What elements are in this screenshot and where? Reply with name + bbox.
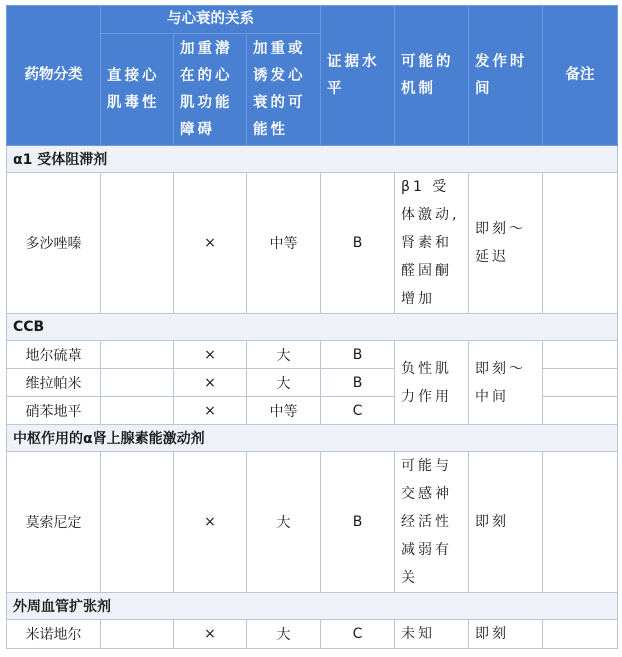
section-row — [7, 146, 618, 173]
evidence-cell: B — [321, 173, 395, 314]
drug-name: 维拉帕米 — [7, 369, 101, 397]
likelihood-cell: 大 — [247, 341, 321, 369]
direct-cardiotoxicity-cell — [101, 369, 174, 397]
latent-dysfunction-cell: × — [174, 452, 247, 593]
section-row — [7, 314, 618, 341]
header-onset-time: 发作时间 — [469, 6, 543, 146]
direct-cardiotoxicity-cell — [101, 452, 174, 593]
header-aggravate-latent: 加重潜在的心肌功能障碍 — [174, 34, 247, 146]
remark-cell — [543, 369, 618, 397]
onset-cell: 即刻 — [469, 620, 543, 649]
remark-cell — [543, 341, 618, 369]
header-heart-failure-relation: 与心衰的关系 — [101, 6, 321, 34]
remark-cell — [543, 173, 618, 314]
drug-name: 硝苯地平 — [7, 397, 101, 425]
remark-cell — [543, 397, 618, 425]
mechanism-cell: 未知 — [395, 620, 469, 649]
onset-cell: 即刻 — [469, 452, 543, 593]
section-title: CCB — [7, 314, 618, 341]
drug-name: 多沙唑嗪 — [7, 173, 101, 314]
section-row — [7, 425, 618, 452]
latent-dysfunction-cell: × — [174, 620, 247, 649]
section-title: 外周血管扩张剂 — [7, 593, 618, 620]
evidence-cell: B — [321, 452, 395, 593]
evidence-cell: C — [321, 620, 395, 649]
direct-cardiotoxicity-cell — [101, 173, 174, 314]
direct-cardiotoxicity-cell — [101, 341, 174, 369]
likelihood-cell: 中等 — [247, 173, 321, 314]
mechanism-cell: β1 受体激动,肾素和醛固酮增加 — [395, 173, 469, 314]
header-aggravate-or-induce: 加重或诱发心衰的可能性 — [247, 34, 321, 146]
drug-name: 莫索尼定 — [7, 452, 101, 593]
header-mechanism: 可能的机制 — [395, 6, 469, 146]
likelihood-cell: 大 — [247, 369, 321, 397]
drug-heart-failure-table — [6, 5, 618, 649]
mechanism-cell: 可能与交感神经活性减弱有关 — [395, 452, 469, 593]
likelihood-cell: 大 — [247, 452, 321, 593]
likelihood-cell: 中等 — [247, 397, 321, 425]
table-row — [7, 452, 618, 593]
drug-name: 地尔硫䓬 — [7, 341, 101, 369]
table-row — [7, 173, 618, 314]
header-direct-cardiotoxicity: 直接心肌毒性 — [101, 34, 174, 146]
latent-dysfunction-cell: × — [174, 397, 247, 425]
drug-name: 米诺地尔 — [7, 620, 101, 649]
header-evidence-level: 证据水平 — [321, 6, 395, 146]
direct-cardiotoxicity-cell — [101, 620, 174, 649]
onset-cell: 即刻～延迟 — [469, 173, 543, 314]
remark-cell — [543, 452, 618, 593]
latent-dysfunction-cell: × — [174, 369, 247, 397]
table-row — [7, 620, 618, 649]
evidence-cell: B — [321, 341, 395, 369]
latent-dysfunction-cell: × — [174, 341, 247, 369]
section-row — [7, 593, 618, 620]
evidence-cell: C — [321, 397, 395, 425]
table-row — [7, 341, 618, 369]
mechanism-cell: 负性肌力作用 — [395, 341, 469, 425]
remark-cell — [543, 620, 618, 649]
likelihood-cell: 大 — [247, 620, 321, 649]
latent-dysfunction-cell: × — [174, 173, 247, 314]
header-drug-class: 药物分类 — [7, 6, 101, 146]
direct-cardiotoxicity-cell — [101, 397, 174, 425]
onset-cell: 即刻～中间 — [469, 341, 543, 425]
header-remarks: 备注 — [543, 6, 618, 146]
evidence-cell: B — [321, 369, 395, 397]
section-title: 中枢作用的α肾上腺素能激动剂 — [7, 425, 618, 452]
section-title: α1 受体阻滞剂 — [7, 146, 618, 173]
